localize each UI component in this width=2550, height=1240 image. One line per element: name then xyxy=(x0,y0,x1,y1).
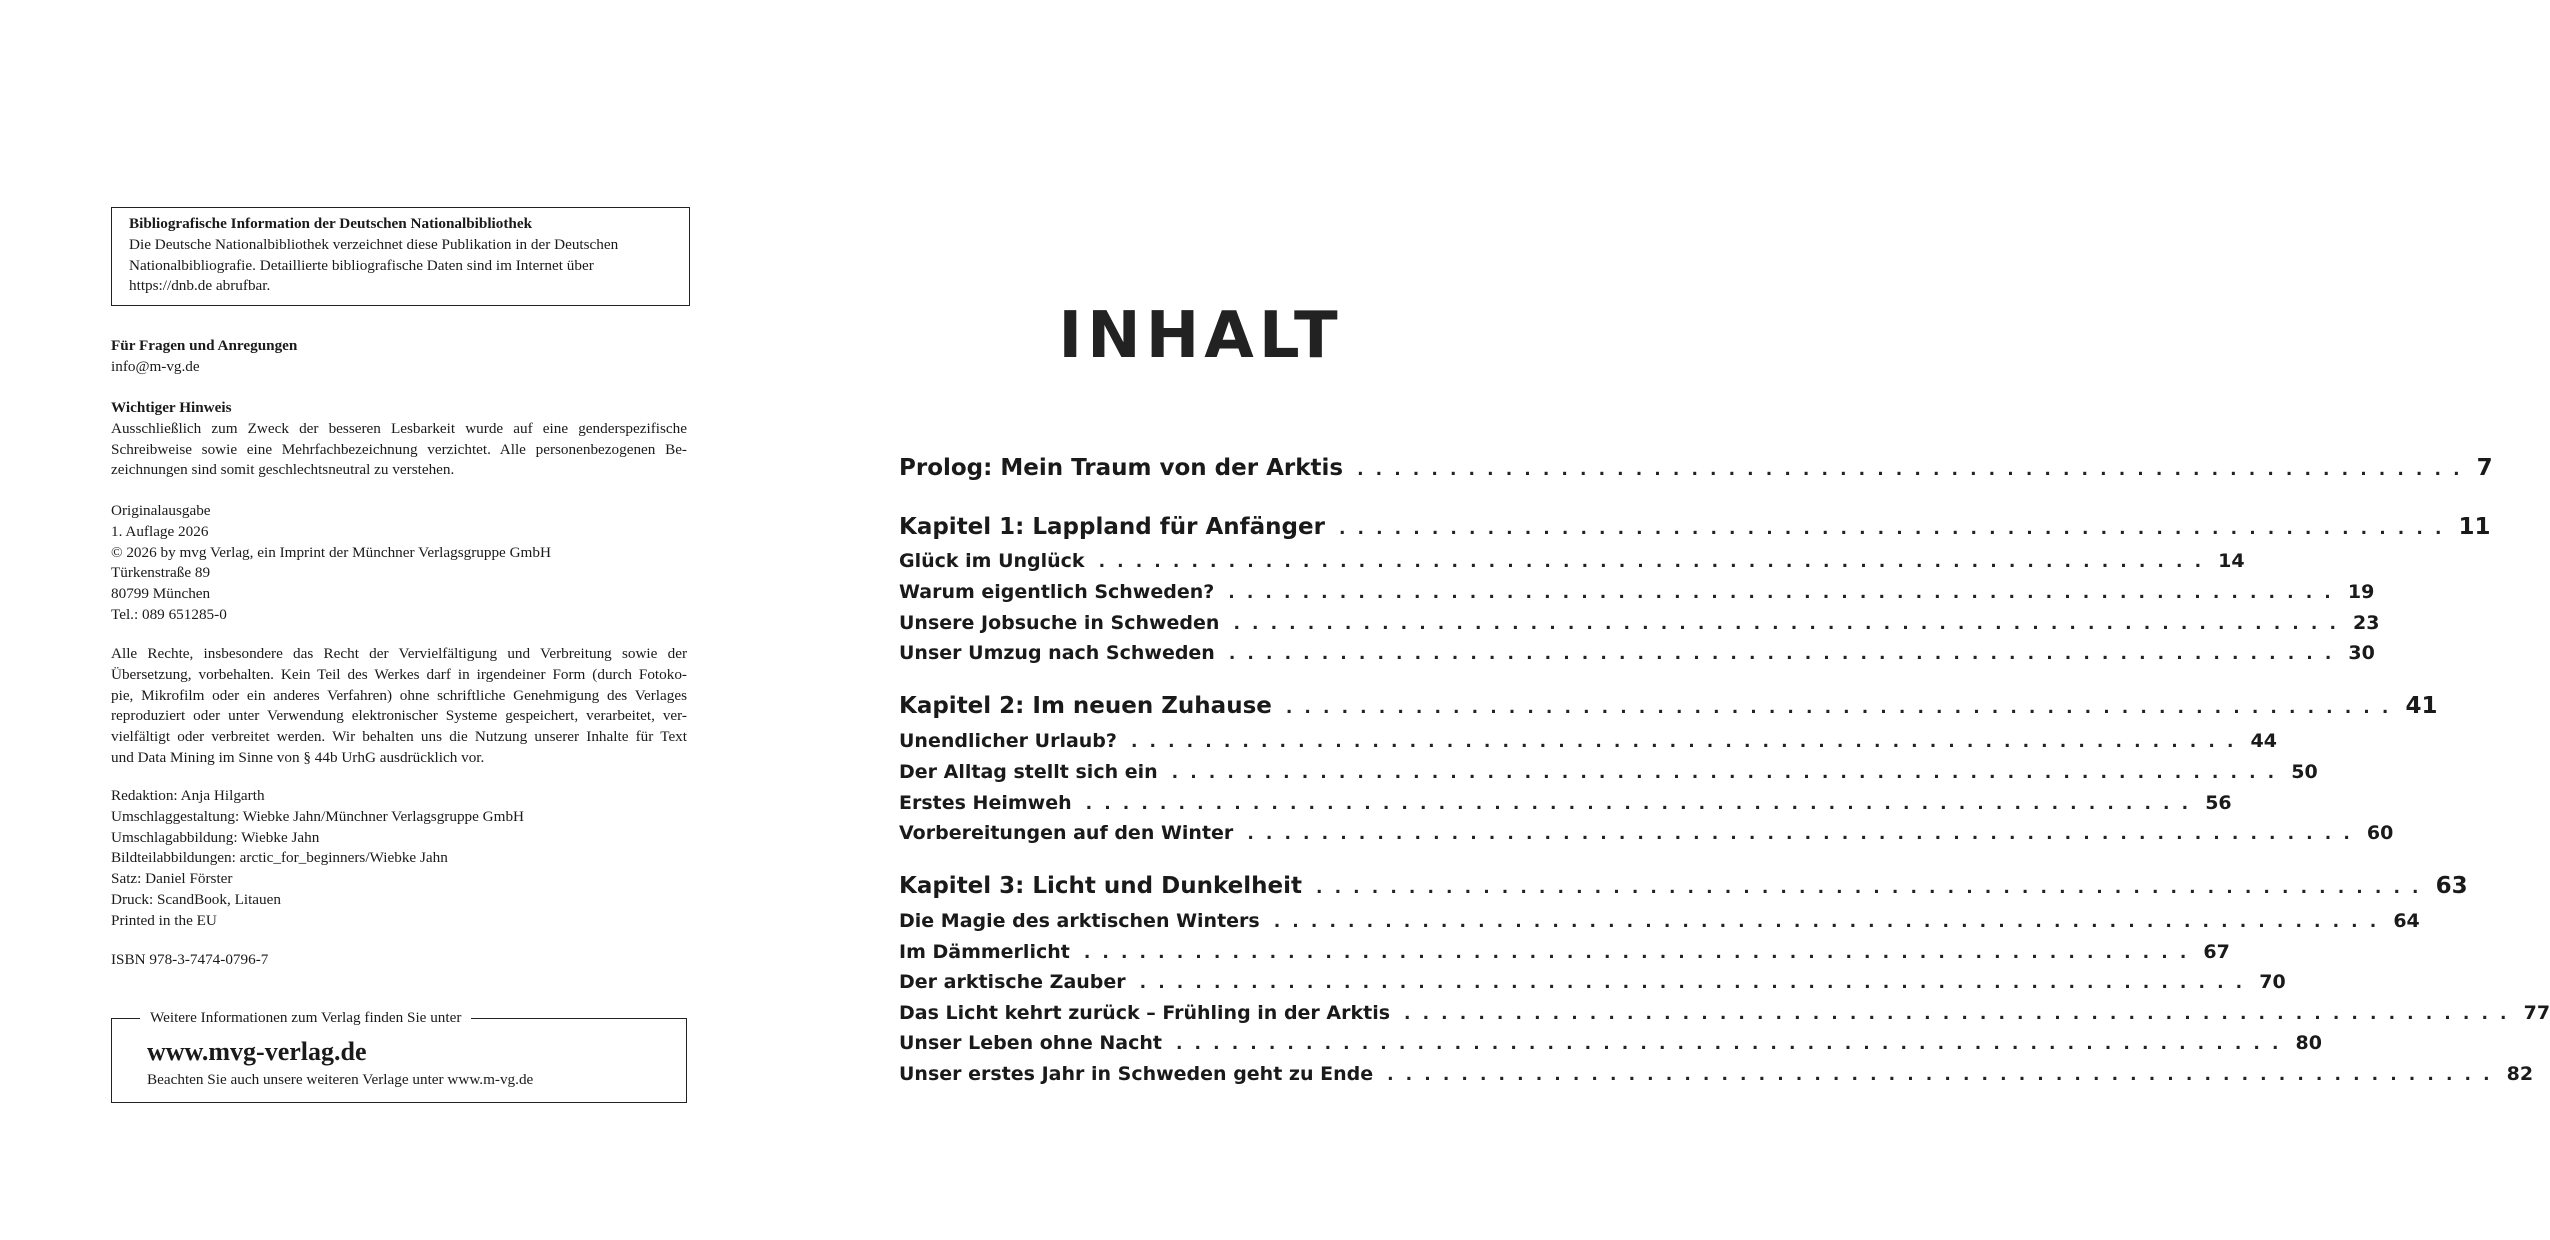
toc-page-number: 7 xyxy=(2476,455,2493,481)
rights-line: und Data Mining im Sinne von § 44b UrhG ausdrücklich vor. xyxy=(111,748,485,766)
toc-entry[interactable] xyxy=(899,612,2380,642)
toc-entry[interactable] xyxy=(899,873,2468,903)
toc-section-title: Unser erstes Jahr in Schweden geht zu Ende xyxy=(899,1063,1374,1085)
toc-page-number: 14 xyxy=(2218,550,2245,572)
toc-page-number: 30 xyxy=(2348,642,2375,664)
toc-section-title: Das Licht kehrt zurück – Frühling in der Arktis xyxy=(899,1002,1391,1024)
toc-section-title: Erstes Heimweh xyxy=(899,792,1072,814)
bibliographic-info-line: Nationalbibliografie. Detaillierte bibliografische Daten sind im Internet über xyxy=(129,256,594,274)
toc-entry[interactable] xyxy=(899,1002,2550,1032)
phone-line: Tel.: 089 651285-0 xyxy=(111,605,227,623)
rights-block xyxy=(111,644,687,769)
publisher-web-box xyxy=(111,1009,687,1103)
toc-entry[interactable] xyxy=(899,550,2245,580)
toc-page-number: 67 xyxy=(2203,941,2230,963)
toc-leader-dots: . . . . . . . . . . . . . . . . . . . . . . . . . . . . . . . . . . . . . . . . . . . . . . . . . . . . . . . . . . . . xyxy=(1083,943,2190,963)
toc-page-number: 80 xyxy=(2295,1032,2322,1054)
publisher-web-note: Beachten Sie auch unsere weiteren Verlage unter www.m-vg.de xyxy=(147,1071,534,1088)
toc-section-title: Die Magie des arktischen Winters xyxy=(899,910,1260,932)
toc-leader-dots: . . . . . . . . . . . . . . . . . . . . . . . . . . . . . . . . . . . . . . . . . . . . . . . . . . . . . . . . . . . . xyxy=(1316,878,2422,898)
toc-chapter-title: Kapitel 3: Licht und Dunkelheit xyxy=(899,873,1303,899)
toc-leader-dots: . . . . . . . . . . . . . . . . . . . . . . . . . . . . . . . . . . . . . . . . . . . . . . . . . . . . . . . . . . . . xyxy=(1098,552,2205,572)
copyright-line: © 2026 by mvg Verlag, ein Imprint der Münchner Verlagsgruppe GmbH xyxy=(111,543,551,561)
toc-entry[interactable] xyxy=(899,730,2277,760)
notice-line: Schreibweise sowie eine Mehrfachbezeichnung verzichtet. Alle personenbezogenen Be- xyxy=(111,440,687,458)
toc-entry[interactable] xyxy=(899,642,2375,672)
toc-page-number: 41 xyxy=(2405,693,2438,719)
toc-entry[interactable] xyxy=(899,693,2438,723)
toc-section-title: Warum eigentlich Schweden? xyxy=(899,581,1215,603)
toc-leader-dots: . . . . . . . . . . . . . . . . . . . . . . . . . . . . . . . . . . . . . . . . . . . . . . . . . . . . . . . . . . . . xyxy=(1357,460,2463,480)
toc-entry[interactable] xyxy=(899,514,2491,544)
toc-leader-dots: . . . . . . . . . . . . . . . . . . . . . . . . . . . . . . . . . . . . . . . . . . . . . . . . . . . . . . . . . . . . xyxy=(1228,583,2334,603)
toc-leader-dots: . . . . . . . . . . . . . . . . . . . . . . . . . . . . . . . . . . . . . . . . . . . . . . . . . . . . . . . . . . . . xyxy=(1404,1004,2510,1024)
bibliographic-info-title: Bibliografische Information der Deutschen Nationalbibliothek xyxy=(129,215,533,232)
toc-leader-dots: . . . . . . . . . . . . . . . . . . . . . . . . . . . . . . . . . . . . . . . . . . . . . . . . . . . . . . . . . . . . xyxy=(1233,614,2340,634)
contact-heading: Für Fragen und Anregungen xyxy=(111,337,298,354)
address-city: 80799 München xyxy=(111,585,211,603)
publisher-website-link[interactable]: www.mvg-verlag.de xyxy=(147,1037,367,1066)
toc-section-title: Unser Umzug nach Schweden xyxy=(899,642,1215,664)
toc-entry[interactable] xyxy=(899,581,2375,611)
isbn: ISBN 978-3-7474-0796-7 xyxy=(111,951,269,968)
toc-page-number: 44 xyxy=(2250,730,2277,752)
toc-chapter-title: Kapitel 1: Lappland für Anfänger xyxy=(899,514,1325,540)
credit-line: Bildteilabbildungen: arctic_for_beginners/Wiebke Jahn xyxy=(111,849,448,867)
toc-section-title: Der arktische Zauber xyxy=(899,971,1126,993)
rights-line: vielfältigt oder verbreitet werden. Wir behalten uns die Nutzung unserer Inhalte für Text xyxy=(111,728,687,746)
toc-page-number: 63 xyxy=(2435,873,2468,899)
toc-leader-dots: . . . . . . . . . . . . . . . . . . . . . . . . . . . . . . . . . . . . . . . . . . . . . . . . . . . . . . . . . . . . xyxy=(1175,1034,2282,1054)
toc-leader-dots: . . . . . . . . . . . . . . . . . . . . . . . . . . . . . . . . . . . . . . . . . . . . . . . . . . . . . . . . . . . . xyxy=(1247,824,2353,844)
contact-email: info@m-vg.de xyxy=(111,357,200,375)
credit-line: Redaktion: Anja Hilgarth xyxy=(111,787,265,804)
toc-entry[interactable] xyxy=(899,455,2493,485)
toc-entry[interactable] xyxy=(899,822,2394,852)
toc-chapter-title: Kapitel 2: Im neuen Zuhause xyxy=(899,693,1272,719)
notice-block xyxy=(111,398,687,481)
toc-section-title: Im Dämmerlicht xyxy=(899,941,1070,963)
toc-leader-dots: . . . . . . . . . . . . . . . . . . . . . . . . . . . . . . . . . . . . . . . . . . . . . . . . . . . . . . . . . . . . xyxy=(1139,973,2246,993)
toc-leader-dots: . . . . . . . . . . . . . . . . . . . . . . . . . . . . . . . . . . . . . . . . . . . . . . . . . . . . . . . . . . . . xyxy=(1338,519,2445,539)
toc-entry[interactable] xyxy=(899,941,2230,971)
contact-block xyxy=(111,336,687,378)
credit-line: Druck: ScandBook, Litauen xyxy=(111,890,281,908)
credit-line: Umschlaggestaltung: Wiebke Jahn/Münchner Verlagsgruppe GmbH xyxy=(111,807,525,825)
bibliographic-info-line: https://dnb.de abrufbar. xyxy=(129,277,271,295)
toc-entry[interactable] xyxy=(899,761,2318,791)
toc-entry[interactable] xyxy=(899,1063,2534,1093)
toc-section-title: Der Alltag stellt sich ein xyxy=(899,761,1158,783)
edition-line: Originalausgabe xyxy=(111,502,211,519)
edition-line: 1. Auflage 2026 xyxy=(111,522,209,540)
rights-line: Übersetzung, vorbehalten. Kein Teil des Werkes darf in irgendeiner Form (durch Fotoko- xyxy=(111,665,687,683)
publisher-web-legend: Weitere Informationen zum Verlag finden Sie unter xyxy=(140,1009,471,1027)
toc-entry[interactable] xyxy=(899,971,2286,1001)
isbn-block xyxy=(111,950,687,971)
notice-line: Ausschließlich zum Zweck der besseren Lesbarkeit wurde auf eine genderspezifische xyxy=(111,419,687,437)
toc-leader-dots: . . . . . . . . . . . . . . . . . . . . . . . . . . . . . . . . . . . . . . . . . . . . . . . . . . . . . . . . . . . . xyxy=(1171,763,2278,783)
toc-leader-dots: . . . . . . . . . . . . . . . . . . . . . . . . . . . . . . . . . . . . . . . . . . . . . . . . . . . . . . . . . . . . xyxy=(1130,732,2237,752)
notice-heading: Wichtiger Hinweis xyxy=(111,399,232,416)
toc-page-number: 70 xyxy=(2259,971,2286,993)
contents-title: INHALT xyxy=(1058,299,1343,373)
toc-leader-dots: . . . . . . . . . . . . . . . . . . . . . . . . . . . . . . . . . . . . . . . . . . . . . . . . . . . . . . . . . . . . xyxy=(1085,794,2192,814)
toc-page-number: 77 xyxy=(2523,1002,2550,1024)
toc-chapter-title: Prolog: Mein Traum von der Arktis xyxy=(899,455,1344,481)
bibliographic-info-line: Die Deutsche Nationalbibliothek verzeichnet diese Publikation in der Deutschen xyxy=(129,235,619,253)
bibliographic-info-box xyxy=(111,207,690,306)
toc-page-number: 19 xyxy=(2347,581,2375,603)
toc-page-number: 60 xyxy=(2366,822,2394,844)
address-street: Türkenstraße 89 xyxy=(111,564,211,582)
toc-entry[interactable] xyxy=(899,792,2232,822)
notice-line: zeichnungen sind somit geschlechtsneutral zu verstehen. xyxy=(111,461,455,479)
toc-leader-dots: . . . . . . . . . . . . . . . . . . . . . . . . . . . . . . . . . . . . . . . . . . . . . . . . . . . . . . . . . . . . xyxy=(1285,698,2392,718)
toc-section-title: Vorbereitungen auf den Winter xyxy=(899,822,1234,844)
toc-entry[interactable] xyxy=(899,1032,2322,1062)
credits-block xyxy=(111,786,687,932)
rights-line: pie, Mikrofilm oder ein anderes Verfahren) ohne schriftliche Genehmigung des Verlages xyxy=(111,686,687,704)
toc-page-number: 82 xyxy=(2506,1063,2534,1085)
toc-section-title: Unsere Jobsuche in Schweden xyxy=(899,612,1220,634)
toc-page-number: 56 xyxy=(2205,792,2232,814)
credit-line: Umschlagabbildung: Wiebke Jahn xyxy=(111,828,320,846)
credit-line: Printed in the EU xyxy=(111,911,217,929)
toc-leader-dots: . . . . . . . . . . . . . . . . . . . . . . . . . . . . . . . . . . . . . . . . . . . . . . . . . . . . . . . . . . . . xyxy=(1273,912,2380,932)
toc-page-number: 23 xyxy=(2353,612,2380,634)
rights-line: Alle Rechte, insbesondere das Recht der Vervielfältigung und Verbreitung sowie der xyxy=(111,645,687,662)
toc-entry[interactable] xyxy=(899,910,2420,940)
toc-section-title: Unser Leben ohne Nacht xyxy=(899,1032,1162,1054)
edition-block xyxy=(111,501,687,626)
toc-page-number: 11 xyxy=(2458,514,2491,540)
toc-leader-dots: . . . . . . . . . . . . . . . . . . . . . . . . . . . . . . . . . . . . . . . . . . . . . . . . . . . . . . . . . . . . xyxy=(1228,644,2335,664)
toc-section-title: Unendlicher Urlaub? xyxy=(899,730,1117,752)
rights-line: reproduziert oder unter Verwendung elektronischer Systeme gespeichert, verarbeitet, ver- xyxy=(111,707,687,725)
toc-leader-dots: . . . . . . . . . . . . . . . . . . . . . . . . . . . . . . . . . . . . . . . . . . . . . . . . . . . . . . . . . . . . xyxy=(1387,1065,2493,1085)
toc-section-title: Glück im Unglück xyxy=(899,550,1085,572)
credit-line: Satz: Daniel Förster xyxy=(111,870,233,888)
toc-page-number: 64 xyxy=(2393,910,2420,932)
toc-page-number: 50 xyxy=(2291,761,2318,783)
imprint-page xyxy=(0,0,797,1240)
